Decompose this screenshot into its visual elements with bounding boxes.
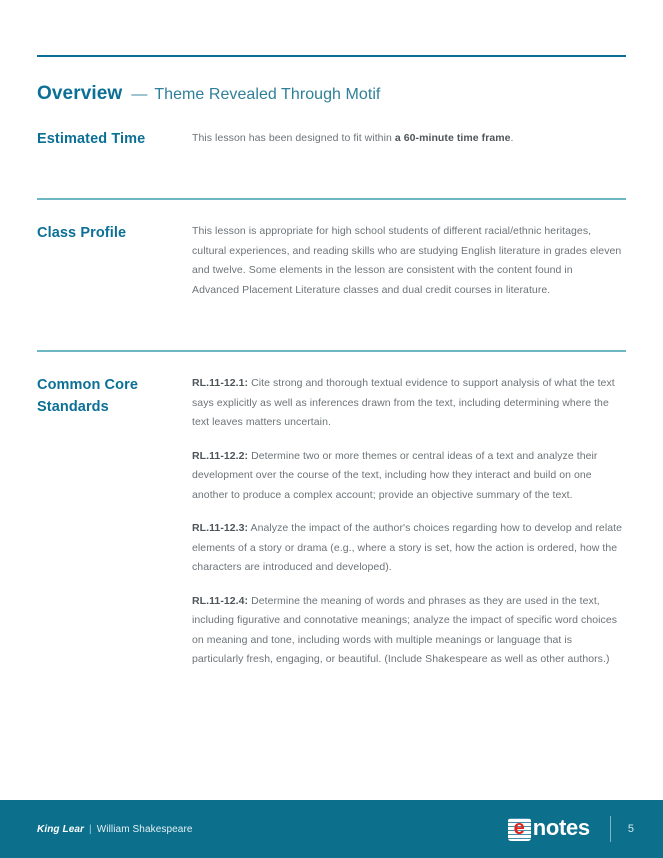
section-label-estimated-time: Estimated Time [37,131,146,147]
common-core-label-line-2: Standards [37,399,109,415]
page-number: 5 [627,823,634,835]
estimated-time-duration: a 60-minute time frame [394,132,511,144]
standard-code: RL.11-12.2: [192,449,249,462]
footer-vertical-divider [610,816,611,842]
standard-code: RL.11-12.1: [192,377,249,389]
standard-text: Determine two or more themes or central ideas of a text and analyze their development over the course of the text, including how they interact and build on one another to produce a complex account; provide an objective summary of the text. [192,449,598,501]
section-label-class-profile: Class Profile [37,225,127,241]
standard-text: Cite strong and thorough textual evidence to support analysis of what the text says explicitly as well as inferences drawn from the text, including determining where the text leaves matters uncertain. [192,377,615,428]
section-common-core-standards [37,374,626,670]
footer-citation [37,824,193,835]
section-class-profile [37,222,626,300]
standard-code: RL.11-12.3: [192,522,249,534]
standard-item [192,447,622,506]
spacer-after-class-profile [37,300,626,350]
standard-item [192,374,622,433]
class-profile-paragraph: This lesson is appropriate for high school students of different racial/ethnic heritages, cultural experiences, and reading skills who are studying English literature in grades eleven and twelve. Some elements in the lesson are consistent with the content found in Advanced Placement Literature classes and dual credit courses in literature. [192,225,622,296]
divider-class-profile [37,198,626,200]
page-subtitle: Theme Revealed Through Motif [154,86,381,103]
page-content [37,0,626,670]
enotes-logo[interactable] [508,817,590,841]
estimated-time-text-before: This lesson has been designed to fit within [192,132,395,144]
standard-text: Determine the meaning of words and phrases as they are used in the text, including figurative and connotative meanings; analyze the impact of specific word choices on meaning and tone, including words with multiple meanings or language that is particularly fresh, engaging, or beautiful. (Include Shakespeare as well as other authors.) [192,594,618,665]
section-body-common-core [192,374,622,670]
estimated-time-paragraph [192,129,622,149]
spacer-after-estimated-time [37,150,626,198]
standard-item [192,592,622,670]
section-body-class-profile [192,222,622,300]
standard-item [192,519,622,578]
footer-author: William Shakespeare [96,823,193,835]
estimated-time-text-after: . [510,132,514,144]
footer-work-title: King Lear [37,823,85,835]
section-body-estimated-time [192,128,622,149]
standard-text: Analyze the impact of the author's choices regarding how to develop and relate elements of a story or drama (e.g., where a story is set, how the action is ordered, how the characters are introduced and developed). [192,522,623,573]
section-label-common-core [37,374,192,418]
enotes-wordmark: notes [532,815,590,840]
divider-common-core [37,350,626,352]
footer-brand-area [508,816,634,842]
page-title: Overview [37,83,123,104]
overview-heading [37,83,626,105]
section-estimated-time [37,128,626,150]
enotes-e-icon: e [508,818,531,841]
divider-top [37,55,626,57]
page-footer [0,800,663,858]
footer-separator: | [89,823,92,835]
standard-code: RL.11-12.4: [192,594,249,607]
common-core-label-line-1: Common Core [37,377,138,393]
title-dash: — [131,86,148,103]
